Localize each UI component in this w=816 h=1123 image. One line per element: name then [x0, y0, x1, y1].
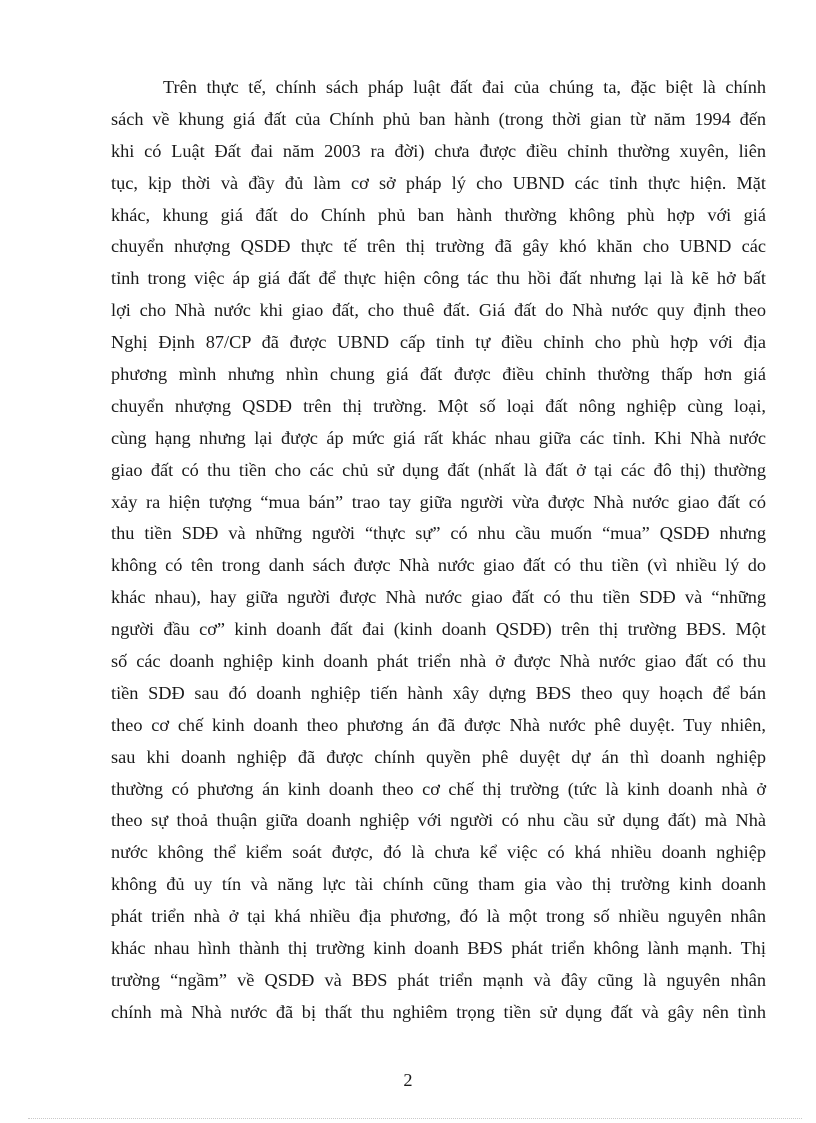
text-line: tục, kịp thời và đầy đủ làm cơ sở pháp lý cho UBND các tỉnh thực hiện. Mặt — [111, 172, 766, 193]
text-line: theo sự thoả thuận giữa doanh nghiệp với người có nhu cầu sử dụng đất) mà Nhà — [111, 810, 766, 831]
page-number: 2 — [403, 1070, 413, 1090]
text-line: giao đất có thu tiền cho các chủ sử dụng đất (nhất là đất ở tại các đô thị) thường — [111, 459, 766, 480]
text-line: trường “ngầm” về QSDĐ và BĐS phát triển mạnh và đây cũng là nguyên nhân — [111, 969, 766, 990]
text-line: nước không thể kiểm soát được, đó là chưa kể việc có khá nhiều doanh nghiệp — [111, 842, 766, 863]
text-line: chính mà Nhà nước đã bị thất thu nghiêm trọng tiền sử dụng đất và gây nên tình — [111, 1001, 766, 1022]
text-line: thu tiền SDĐ và những người “thực sự” có nhu cầu muốn “mua” QSDĐ nhưng — [111, 523, 766, 544]
body-paragraph — [111, 72, 766, 1029]
text-line: người đầu cơ” kinh doanh đất đai (kinh doanh QSDĐ) trên thị trường BĐS. Một — [111, 619, 766, 640]
text-line: theo cơ chế kinh doanh theo phương án đã được Nhà nước phê duyệt. Tuy nhiên, — [111, 714, 766, 735]
text-line: Trên thực tế, chính sách pháp luật đất đai của chúng ta, đặc biệt là chính — [163, 77, 766, 97]
text-line: khác, khung giá đất do Chính phủ ban hành thường không phù hợp với giá — [111, 204, 766, 225]
text-line: khi có Luật Đất đai năm 2003 ra đời) chưa được điều chỉnh thường xuyên, liên — [111, 140, 766, 161]
text-line: phát triển nhà ở tại khá nhiều địa phương, đó là một trong số nhiều nguyên nhân — [111, 906, 766, 927]
text-line: thường có phương án kinh doanh theo cơ chế thị trường (tức là kinh doanh nhà ở — [111, 778, 766, 799]
text-line: sách về khung giá đất của Chính phủ ban hành (trong thời gian từ năm 1994 đến — [111, 108, 766, 129]
text-line: khác nhau hình thành thị trường kinh doanh BĐS phát triển không lành mạnh. Thị — [111, 938, 766, 959]
text-line: sau khi doanh nghiệp đã được chính quyền phê duyệt dự án thì doanh nghiệp — [111, 746, 766, 767]
text-line: không có tên trong danh sách được Nhà nước giao đất có thu tiền (vì nhiều lý do — [111, 555, 766, 576]
text-line: không đủ uy tín và năng lực tài chính cũng tham gia vào thị trường kinh doanh — [111, 874, 766, 895]
text-line: phương mình nhưng nhìn chung giá đất được điều chỉnh thường thấp hơn giá — [111, 364, 766, 385]
text-line: tiền SDĐ sau đó doanh nghiệp tiến hành xây dựng BĐS theo quy hoạch để bán — [111, 682, 766, 703]
text-line: lợi cho Nhà nước khi giao đất, cho thuê đất. Giá đất do Nhà nước quy định theo — [111, 300, 766, 321]
page-bottom-divider — [28, 1118, 802, 1119]
text-line: chuyển nhượng QSDĐ thực tế trên thị trường đã gây khó khăn cho UBND các — [111, 236, 766, 257]
text-line: chuyển nhượng QSDĐ trên thị trường. Một số loại đất nông nghiệp cùng loại, — [111, 395, 766, 416]
text-line: số các doanh nghiệp kinh doanh phát triển nhà ở được Nhà nước giao đất có thu — [111, 651, 766, 672]
text-line: tỉnh trong việc áp giá đất để thực hiện công tác thu hồi đất nhưng lại là kẽ hở bất — [111, 268, 766, 289]
text-line: cùng hạng nhưng lại được áp mức giá rất khác nhau giữa các tỉnh. Khi Nhà nước — [111, 427, 766, 448]
text-line: xảy ra hiện tượng “mua bán” trao tay giữa người vừa được Nhà nước giao đất có — [111, 491, 766, 512]
text-line: khác nhau), hay giữa người được Nhà nước giao đất có thu tiền SDĐ và “những — [111, 587, 766, 608]
text-line: Nghị Định 87/CP đã được UBND cấp tỉnh tự điều chỉnh cho phù hợp với địa — [111, 332, 766, 353]
